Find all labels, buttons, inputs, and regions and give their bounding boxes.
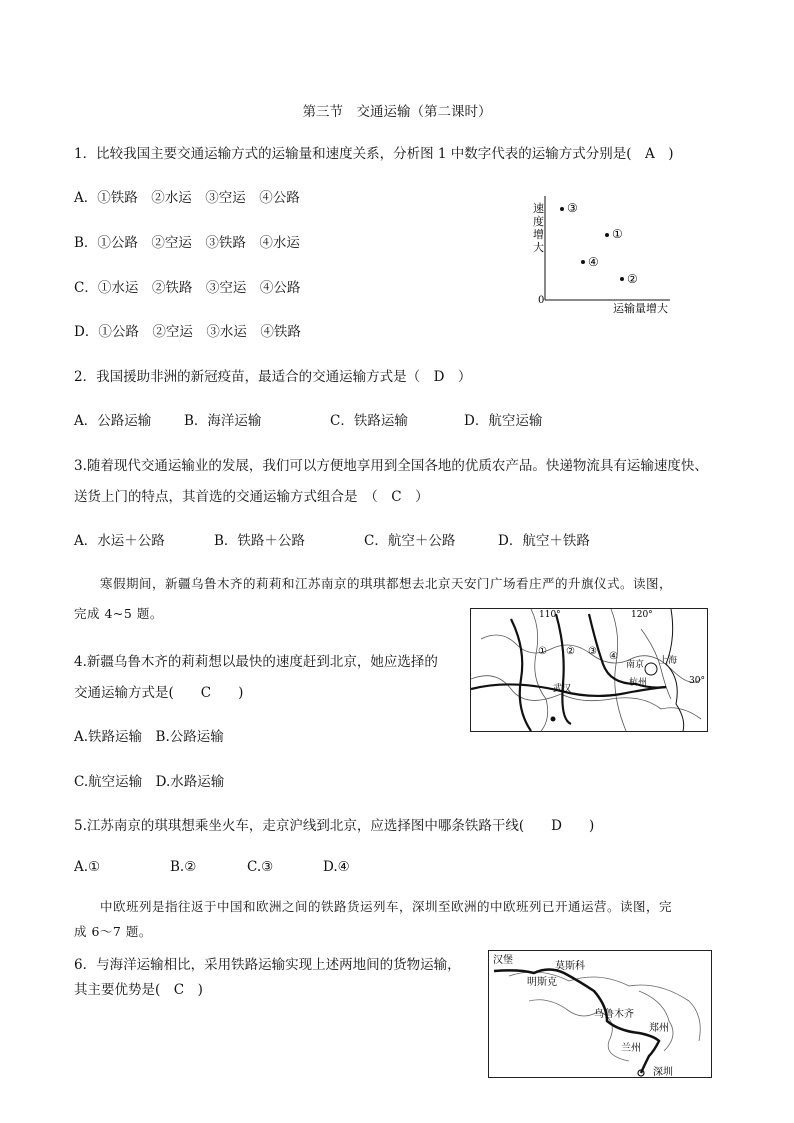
q1-speed-volume-chart [525,192,685,317]
q1-option-d: D．①公路 ②空运 ③水运 ④铁路 [74,324,301,340]
point-2-dot [620,277,624,281]
intro-6-7-line2: 成 6～7 题。 [74,924,152,939]
y-label-char-1: 速 [533,202,544,215]
country-border [529,1000,599,1016]
q2-stem: 2．我国援助非洲的新冠疫苗，最适合的交通运输方式是（ D ） [74,369,472,385]
province-border [611,609,626,731]
q4-stem-line2: 交通运输方式是( C ) [74,685,244,701]
shanghai-marker [645,663,657,675]
q3-option-a: A．水运＋公路 [74,533,165,549]
q3-stem-line2: 送货上门的特点，其首选的交通运输方式组合是 （ C ） [74,489,429,505]
point-4-label: ④ [588,255,599,269]
q2-option-a: A．公路运输 [74,413,152,429]
province-border [531,609,548,731]
map-line-3-label: ③ [588,646,597,657]
q3-stem-line1: 3.随着现代交通运输业的发展，我们可以方便地享用到全国各地的优质农产品。快递物流具有运输速度快、 [74,458,708,474]
q4-options-line1: A.铁路运输 B.公路运输 [74,729,224,745]
map-line-2-label: ② [566,646,575,657]
q2-option-d: D．航空运输 [464,413,543,429]
point-1-dot [605,233,609,237]
point-1-label: ① [612,227,623,241]
map-lon-110: 110° [539,610,561,620]
y-label-char-4: 大 [533,241,544,254]
q5-stem: 5.江苏南京的琪琪想乘坐火车，走京沪线到北京，应选择图中哪条铁路干线( D ) [74,818,595,834]
map-city-zhengzhou: 郑州 [649,1023,669,1034]
map-line-4-label: ④ [609,651,618,662]
coastline [666,609,684,731]
map-city-urumqi: 乌鲁木齐 [594,1009,634,1020]
q1-option-c: C．①水运 ②铁路 ③空运 ④公路 [74,280,301,296]
q4-stem-line1: 4.新疆乌鲁木齐的莉莉想以最快的速度赶到北京，她应选择的 [74,654,438,670]
y-label-char-3: 增 [533,228,544,241]
map-lon-120: 120° [631,610,653,620]
y-label-char-2: 度 [533,215,544,228]
q5-option-d: D.④ [323,859,350,875]
map-city-dot [551,717,556,722]
q1-chart-svg [525,192,685,317]
x-axis-label: 运输量增大 [613,302,668,315]
q6-stem-line1: 6．与海洋运输相比，采用铁路运输实现上述两地间的货物运输， [74,957,461,973]
origin-label: 0 [538,295,545,306]
q5-option-a: A.① [74,859,101,875]
q3-option-c: C．航空＋公路 [364,533,456,549]
railway-line [556,614,571,724]
q3-option-b: B．铁路＋公路 [214,533,305,549]
intro-6-7-line1: 中欧班列是指往返于中国和欧洲之间的铁路货运列车，深圳至欧洲的中欧班列已开通运营。读图，完 [100,899,673,914]
map-line-1-label: ① [538,646,547,657]
map-city-nanjing: 南京 [626,660,645,670]
q2-option-b: B．海洋运输 [184,413,262,429]
point-2-label: ② [627,272,638,286]
page-title: 第三节 交通运输（第二课时） [302,104,492,120]
map-city-shenzhen: 深圳 [653,1067,673,1077]
q4-options-line2: C.航空运输 D.水路运输 [74,774,225,790]
map-city-moscow: 莫斯科 [555,961,585,972]
china-europe-railway-map [488,950,712,1078]
railway-line [511,619,531,731]
intro-4-5-line2: 完成 4~5 题。 [74,606,163,621]
q3-option-d: D．航空＋铁路 [498,533,590,549]
q6-stem-line2: 其主要优势是( C ) [74,982,203,998]
point-3-dot [560,207,564,211]
q2-option-c: C．铁路运输 [330,413,408,429]
country-border [639,991,673,1051]
china-europe-railway-map-svg [489,951,711,1077]
map-city-minsk: 明斯克 [527,977,557,988]
china-railway-map [470,608,708,732]
q1-stem: 1．比较我国主要交通运输方式的运输量和速度关系，分析图 1 中数字代表的运输方式分别是( A ) [74,146,674,162]
map-city-shanghai: 上海 [659,656,678,666]
q1-option-a: A．①铁路 ②水运 ③空运 ④公路 [74,190,300,206]
china-railway-map-svg [471,609,707,731]
q5-option-b: B.② [170,859,197,875]
map-city-wuhan: 武汉 [553,684,572,694]
q5-option-c: C.③ [247,859,274,875]
map-city-lanzhou: 兰州 [621,1043,641,1054]
point-4-dot [581,260,585,264]
map-city-hangzhou: 杭州 [629,678,648,688]
point-3-label: ③ [567,201,578,215]
map-lat-30: 30° [689,676,705,686]
map-city-hamburg: 汉堡 [493,955,513,966]
q1-option-b: B．①公路 ②空运 ③铁路 ④水运 [74,235,300,251]
province-border [471,676,701,719]
intro-4-5-line1: 寒假期间，新疆乌鲁木齐的莉莉和江苏南京的琪琪都想去北京天安门广场看庄严的升旗仪式。读图， [100,576,673,591]
